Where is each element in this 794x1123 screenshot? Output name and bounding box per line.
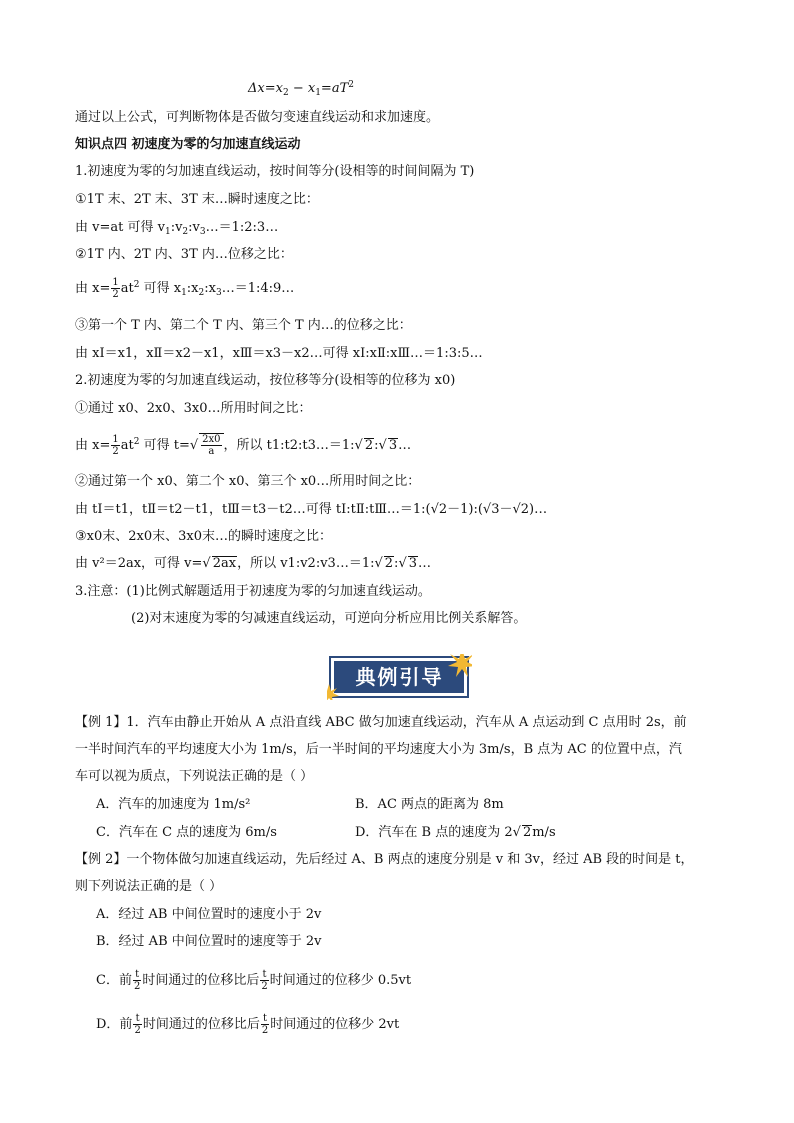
s1-item2: ②1T 内、2T 内、3T 内…位移之比： (75, 247, 293, 262)
ex2-stem-line2: 则下列说法正确的是（ ） (75, 879, 223, 894)
fraction: $\frac{1}{2}$ (112, 434, 119, 457)
radical-sign: √ (189, 438, 199, 453)
ex1-option-c[interactable]: C．汽车在 C 点的速度为 6m/s (96, 825, 277, 840)
s1-item3: ③第一个 T 内、第二个 T 内、第三个 T 内…的位移之比： (75, 318, 412, 333)
s2-item3-eq: 由 v²＝2ax，可得 v=√ 2ax，所以 v1:v2:v3…＝1:√ 2:√ 3… (75, 556, 432, 571)
s1-item3-eq: 由 xⅠ＝x1，xⅡ＝x2－x1，xⅢ＝x3－x2…可得 xⅠ:xⅡ:xⅢ…＝1:3:5… (75, 346, 483, 361)
fraction: $\frac{1}{2}$ (112, 277, 119, 300)
fraction: $\frac{t}{2}$ (133, 969, 141, 992)
s1-item2-eq: 由 x= $\frac{1}{2}$ $at^2$ 可得 $x_1:x_2:x_3\dots=1:4:9\dots$ (75, 277, 295, 300)
example-banner (327, 654, 472, 700)
s1-item1: ①1T 末、2T 末、3T 末…瞬时速度之比： (75, 192, 319, 207)
fraction: $\frac{2x0}{a}$ (202, 434, 221, 457)
fraction: $\frac{t}{2}$ (261, 969, 268, 992)
formula-delta-x: $\Delta x=x_2 - x_1=aT^2$ (248, 80, 354, 98)
ex1-option-a[interactable]: A．汽车的加速度为 1m/s² (96, 797, 251, 812)
ex2-option-d[interactable]: D．前 $\frac{t}{2}$ 时间通过的位移比后 $\frac{t}{2}$ 时间通过的位移少 2vt (96, 1013, 400, 1036)
s1-item1-eq: 由 v=at 可得 $v_1:v_2:v_3\dots=1:2:3\dots$ (75, 220, 279, 237)
s1-title: 1.初速度为零的匀加速直线运动，按时间等分(设相等的时间间隔为 T) (75, 164, 475, 179)
s2-item2-eq: 由 tⅠ＝t1，tⅡ＝t2－t1，tⅢ＝t3－t2…可得 tⅠ:tⅡ:tⅢ…＝1:(√2－1):(√3－√2)… (75, 502, 548, 517)
ex1-option-d[interactable]: D．汽车在 B 点的速度为 2√ 2m/s (355, 825, 556, 840)
s2-item3: ③x0末、2x0末、3x0末…的瞬时速度之比： (75, 529, 333, 544)
s2-item1: ①通过 x0、2x0、3x0…所用时间之比： (75, 401, 312, 416)
banner-label: 典例引导 (355, 665, 444, 689)
ex1-option-b[interactable]: B．AC 两点的距离为 8m (355, 797, 504, 812)
ex1-stem-line3: 车可以视为质点，下列说法正确的是（ ） (75, 769, 314, 784)
ex2-option-c[interactable]: C．前 $\frac{t}{2}$ 时间通过的位移比后 $\frac{t}{2}$ 时间通过的位移少 0.5vt (96, 969, 412, 992)
fraction: $\frac{t}{2}$ (261, 1013, 269, 1036)
ex1-stem-line1: 【例 1】1．汽车由静止开始从 A 点沿直线 ABC 做匀加速直线运动，汽车从 A 点运动到 C 点用时 2s，前 (75, 715, 687, 730)
s2-item2: ②通过第一个 x0、第二个 x0、第三个 x0…所用时间之比： (75, 474, 421, 489)
paragraph-intro: 通过以上公式，可判断物体是否做匀变速直线运动和求加速度。 (75, 110, 440, 125)
section-title: 知识点四 初速度为零的匀加速直线运动 (75, 137, 301, 152)
s2-item1-eq: 由 x= $\frac{1}{2}$ $at^2$ 可得 t=√ $\frac{2x0}{a}$ ，所以 t1:t2:t3…＝1:√ 2:√ 3… (75, 434, 412, 457)
s3-note1: 3.注意：(1)比例式解题适用于初速度为零的匀加速直线运动。 (75, 584, 431, 599)
s3-note2: (2)对末速度为零的匀减速直线运动，可逆向分析应用比例关系解答。 (131, 611, 527, 626)
ex2-option-b[interactable]: B．经过 AB 中间位置时的速度等于 2v (96, 934, 322, 949)
ex2-stem-line1: 【例 2】一个物体做匀加速直线运动，先后经过 A、B 两点的速度分别是 v 和 3v，经过 AB 段的时间是 t， (75, 852, 694, 867)
fraction: $\frac{t}{2}$ (134, 1013, 141, 1036)
s2-title: 2.初速度为零的匀加速直线运动，按位移等分(设相等的位移为 x0) (75, 373, 456, 388)
ex1-stem-line2: 一半时间汽车的平均速度大小为 1m/s，后一半时间的平均速度大小为 3m/s，B 点为 AC 的位置中点，汽 (75, 742, 682, 757)
ex2-option-a[interactable]: A．经过 AB 中间位置时的速度小于 2v (96, 907, 322, 922)
